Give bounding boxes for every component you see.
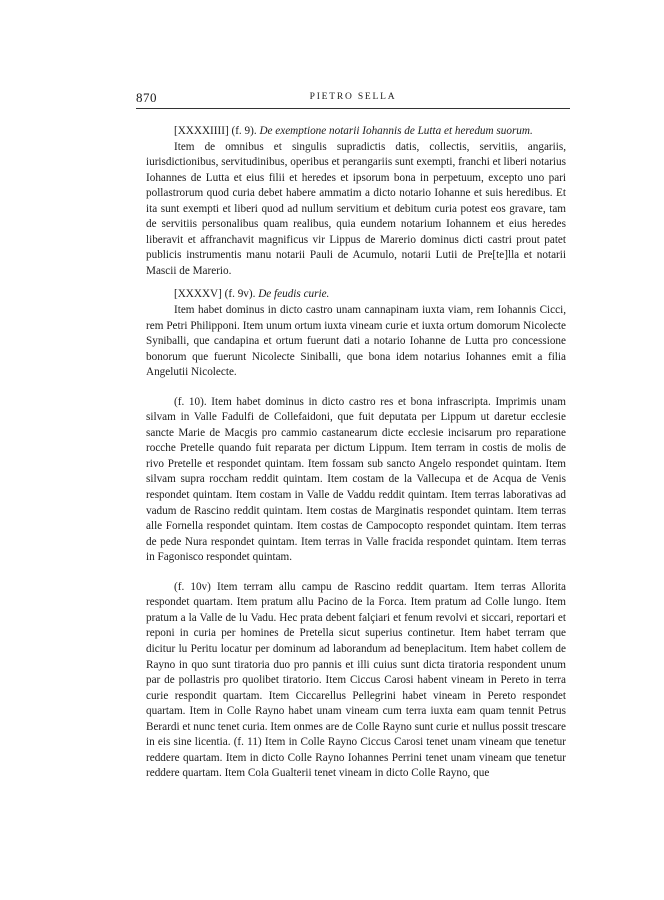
section-title: De exemptione notarii Iohannis de Lutta et heredum suorum. [259,125,533,137]
paragraph: (f. 10). Item habet dominus in dicto castro res et bona infrascripta. Imprimis unam silvam in Valle Fadulfi de Collefaidoni, que fuit deputata per Lippum ut daretur ecclesie sancte Marie de Macgis pro cammio castanearum dicte ecclesie incisarum pro reparatione rocche Pretelle quando fuit reparata per dictum Lippum. Item terram in costis de molis de rivo Pretelle et respondet quintam. Item fossam sub sancto Angelo respondet quintam. Item silvam supra roccham reddit quintam. Item costam de la Vallecupa et de Acqua de Venis respondet quintam. Item costam in Valle de Vaddu reddit quintam. Item terras laborativas ad vadum de Rascino reddit quintam. Item costas de Marginatis respondet quintam. Item terras alle Fornella respondet quintam. Item costas de Campocopto respondet quintam. Item terras de pede Nura respondet quintam. Item terras in Valle fracida respondet quintam. Item terras in Fagonisco respondet quintam. [146,395,566,564]
section-heading [146,124,566,140]
running-head-author: PIETRO SELLA [309,92,397,102]
section-title: De feudis curie. [258,288,330,301]
section-label: [XXXXV] (f. 9v). [174,288,256,301]
section-label: [XXXXIIII] (f. 9). [174,125,257,137]
paragraph: (f. 10v) Item terram allu campu de Rascino reddit quartam. Item terras Allorita respondet quartam. Item pratum allu Pacino de la Forca. Item pratum ad Colle lungo. Item pratum a la Valle de lu Vadu. Hec prata debent falçiari et fenum revolvi et siccari, reportari et reponi in curia per homines de Pretella sicut superius continetur. Item habet terram que dicitur lu Peritu locatur per dominum ad laborandum ad beneplacitum. Item habet collem de Rayno in quo sunt tiratoria duo pro pannis et illi cuius sunt dicta tiratoria respondent unum par de pollastris pro quolibet tiratorio. Item Ciccus Carosi habent vineam in Pereto in terra curie respondit quartam. Item Ciccarellus Pellegrini habet vineam in Pereto respondet quartam. Item in Colle Rayno habet unam vineam cum terra iuxta eam quam tennit Petrus Berardi et nunc tenet curia. Item onmes are de Colle Rayno sunt curie et nullus possit trescare in eis sine licentia. (f. 11) Item in Colle Rayno Ciccus Carosi tenet unam vineam que tenetur reddere quartam. Item in dicto Colle Rayno Iohannes Perrini tenet unam vineam que tenetur reddere quartam. Item Cola Gualterii tenet vineam in dicto Colle Rayno, que [146,580,566,780]
running-head [136,90,570,109]
section-heading [146,287,566,303]
section-body: Item habet dominus in dicto castro unam cannapinam iuxta viam, rem Iohannis Cicci, rem Petri Philipponi. Item unum ortum iuxta vineam curie et iuxta ortum domorum Nicolecte Syniballi, que candapina et ortum fuerunt dati a notario Iohanne de Lutta pro concessione bonorum que fuerunt Nicolecte Siniballi, que bona idem notarius Iohannes emit a filia Angelutii Nicolecte. [146,304,566,379]
main-text [146,124,566,782]
page-number: 870 [136,90,157,105]
section-body: Item de omnibus et singulis supradictis datis, collectis, servitiis, angariis, iurisdictionibus, servitudinibus, operibus et perangariis sunt exempti, franchi et liberi notarius Iohannes de Lutta et eius filii et heredes et ipsorum bona in perpetuum, excepto uno pari pollastrorum quod curia debet habere ammatim a dicto notario Iohanne et suis heredibus. Et ita sunt exempti et liberi quod ad nullum servitium et debitum curia potest eos gravare, tam de servitiis personalibus quam realibus, quia eundem notarium Iohannem et eius heredes liberavit et affranchavit magnificus vir Lippus de Marerio dominus dicti castri prout patet publicis instrumentis manu notarii Pauli de Acumulo, notarii Lutii de Pre[te]lla et notarii Mascii de Marerio. [146,140,566,277]
